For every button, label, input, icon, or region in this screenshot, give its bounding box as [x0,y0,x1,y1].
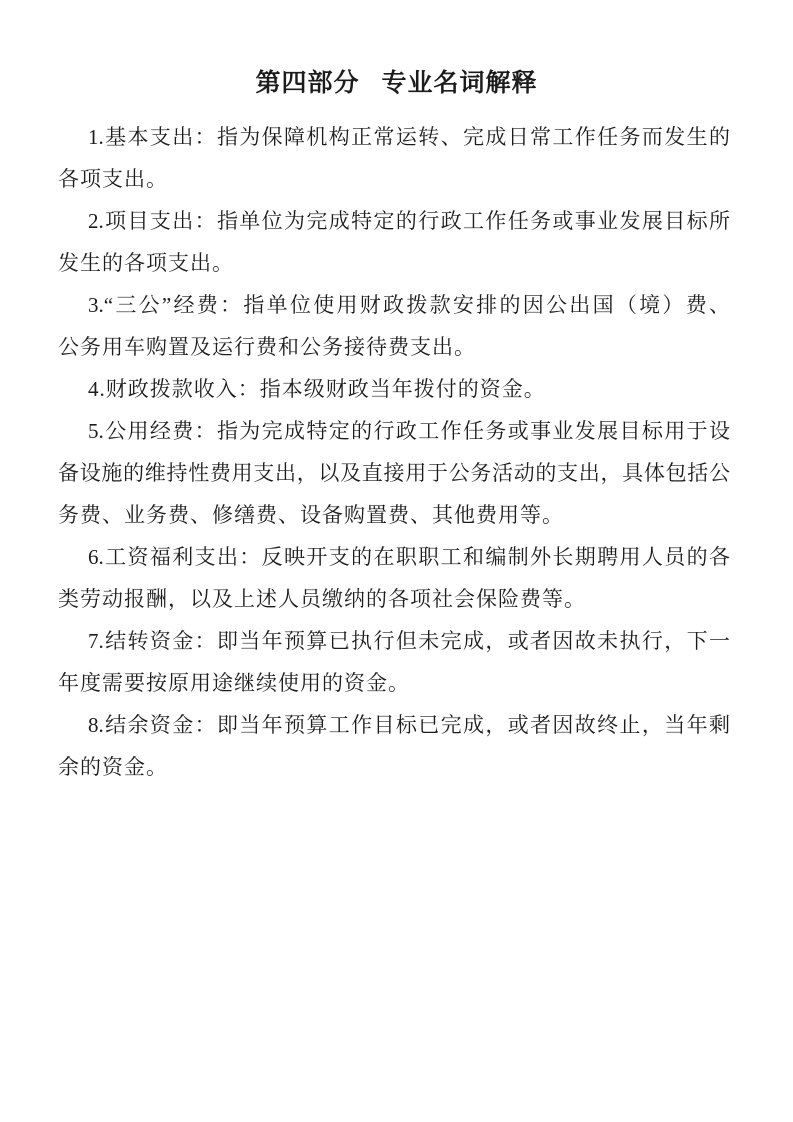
text-line: 3.“三公”经费：指单位使用财政拨款安排的因公出国（境）费、 [88,293,730,317]
text-line: 4.财政拨款收入：指本级财政当年拨付的资金。 [88,377,546,401]
text-line: 类劳动报酬，以及上述人员缴纳的各项社会保险费等。 [58,587,586,611]
paragraph-three-public-funds [58,284,730,368]
text-line: 5.公用经费：指为完成特定的行政工作任务或事业发展目标用于设 [88,419,730,443]
paragraph-surplus-funds [58,704,730,788]
paragraph-basic-expenditure [58,116,730,200]
text-line: 1.基本支出：指为保障机构正常运转、完成日常工作任务而发生的 [88,125,730,149]
text-line: 余的资金。 [58,755,168,779]
document-body [58,116,730,788]
text-line: 务费、业务费、修缮费、设备购置费、其他费用等。 [58,503,564,527]
paragraph-carryover-funds [58,620,730,704]
paragraph-project-expenditure [58,200,730,284]
paragraph-fiscal-appropriation-income [58,368,730,410]
text-line: 年度需要按原用途继续使用的资金。 [58,671,410,695]
text-line: 公务用车购置及运行费和公务接待费支出。 [58,335,476,359]
text-line: 各项支出。 [58,167,168,191]
document-title: 第四部分 专业名词解释 [255,69,538,97]
text-line: 8.结余资金：即当年预算工作目标已完成，或者因故终止，当年剩 [88,713,730,737]
text-line: 2.项目支出：指单位为完成特定的行政工作任务或事业发展目标所 [88,209,730,233]
text-line: 6.工资福利支出：反映开支的在职职工和编制外长期聘用人员的各 [88,545,730,569]
paragraph-wage-welfare-expenditure [58,536,730,620]
text-line: 发生的各项支出。 [58,251,234,275]
paragraph-public-funds [58,410,730,536]
text-line: 备设施的维持性费用支出，以及直接用于公务活动的支出，具体包括公 [58,461,730,485]
text-line: 7.结转资金：即当年预算已执行但未完成，或者因故未执行，下一 [88,629,730,653]
